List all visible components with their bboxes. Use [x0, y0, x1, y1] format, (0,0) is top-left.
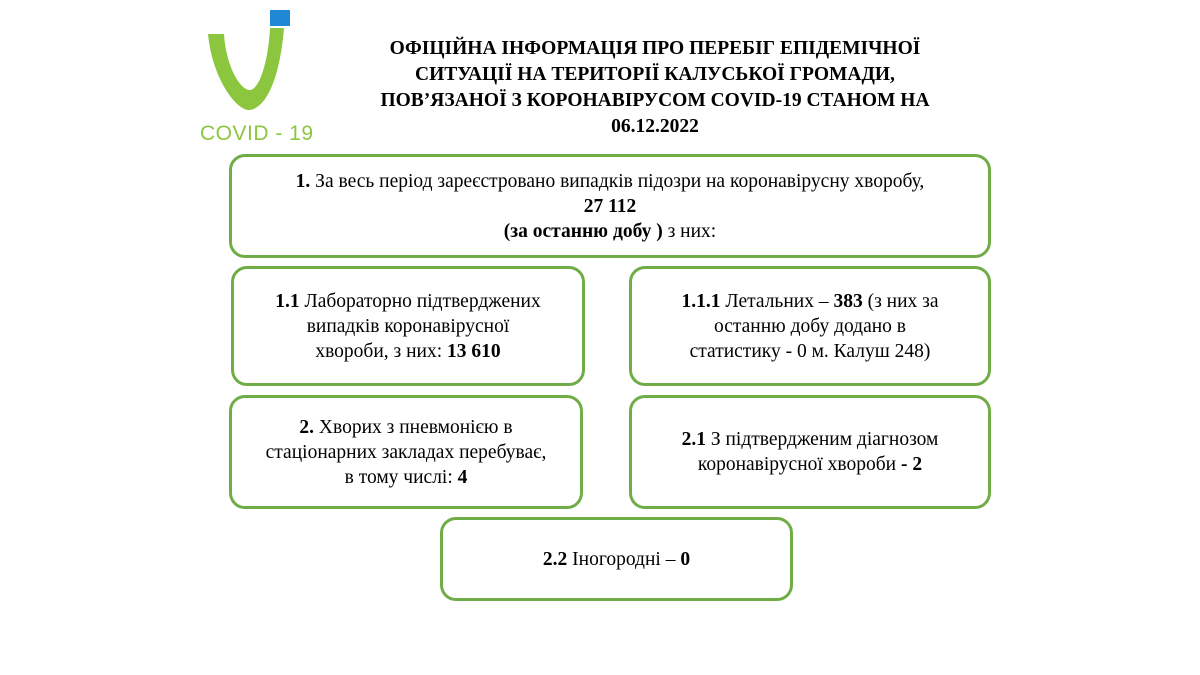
pneumonia-line: стаціонарних закладах перебуває,	[265, 441, 547, 463]
logo-caption: COVID - 19	[200, 122, 314, 145]
fatal-line: статистику - 0 м. Калуш 248)	[689, 340, 931, 362]
covid-logo	[196, 6, 318, 146]
fatal-line: останню добу додано в	[713, 315, 907, 337]
pneumonia-line: в тому числі: 4	[344, 466, 468, 488]
title-line: ОФІЦІЙНА ІНФОРМАЦІЯ ПРО ПЕРЕБІГ ЕПІДЕМІЧНОЇ	[389, 38, 921, 59]
fatal-box	[629, 266, 991, 386]
confirmed-diagnosis-box	[629, 395, 991, 509]
page-title	[330, 36, 980, 140]
title-line: ПОВ’ЯЗАНОЇ З КОРОНАВІРУСОМ COVID-19 СТАНОМ НА	[380, 90, 930, 111]
lab-confirmed-box	[231, 266, 585, 386]
virus-v-icon	[196, 6, 318, 121]
title-line: СИТУАЦІЇ НА ТЕРИТОРІЇ КАЛУСЬКОЇ ГРОМАДИ,	[415, 64, 895, 85]
pneumonia-box	[229, 395, 583, 509]
fatal-line: 1.1.1 Летальних – 383 (з них за	[681, 290, 939, 312]
confirmed-diagnosis-line: 2.1 З підтвердженим діагнозом	[681, 429, 939, 450]
nonresident-line: 2.2 Іногородні – 0	[542, 548, 691, 570]
lab-confirmed-line: хвороби, з них: 13 610	[315, 340, 501, 362]
total-suspected-text: 1. За весь період зареєстровано випадків підозри на коронавірусну хворобу,	[295, 170, 925, 192]
lab-confirmed-line: 1.1 Лабораторно підтверджених	[275, 290, 541, 312]
confirmed-diagnosis-line: коронавірусної хвороби - 2	[697, 454, 923, 475]
pneumonia-line: 2. Хворих з пневмонією в	[299, 416, 513, 438]
total-suspected-value: 27 112	[583, 195, 637, 217]
daily-note: (за останню добу ) з них:	[503, 220, 717, 242]
title-date: 06.12.2022	[611, 116, 699, 137]
lab-confirmed-line: випадків коронавірусної	[306, 315, 510, 337]
total-suspected-box	[229, 154, 991, 258]
nonresident-box	[440, 517, 793, 601]
